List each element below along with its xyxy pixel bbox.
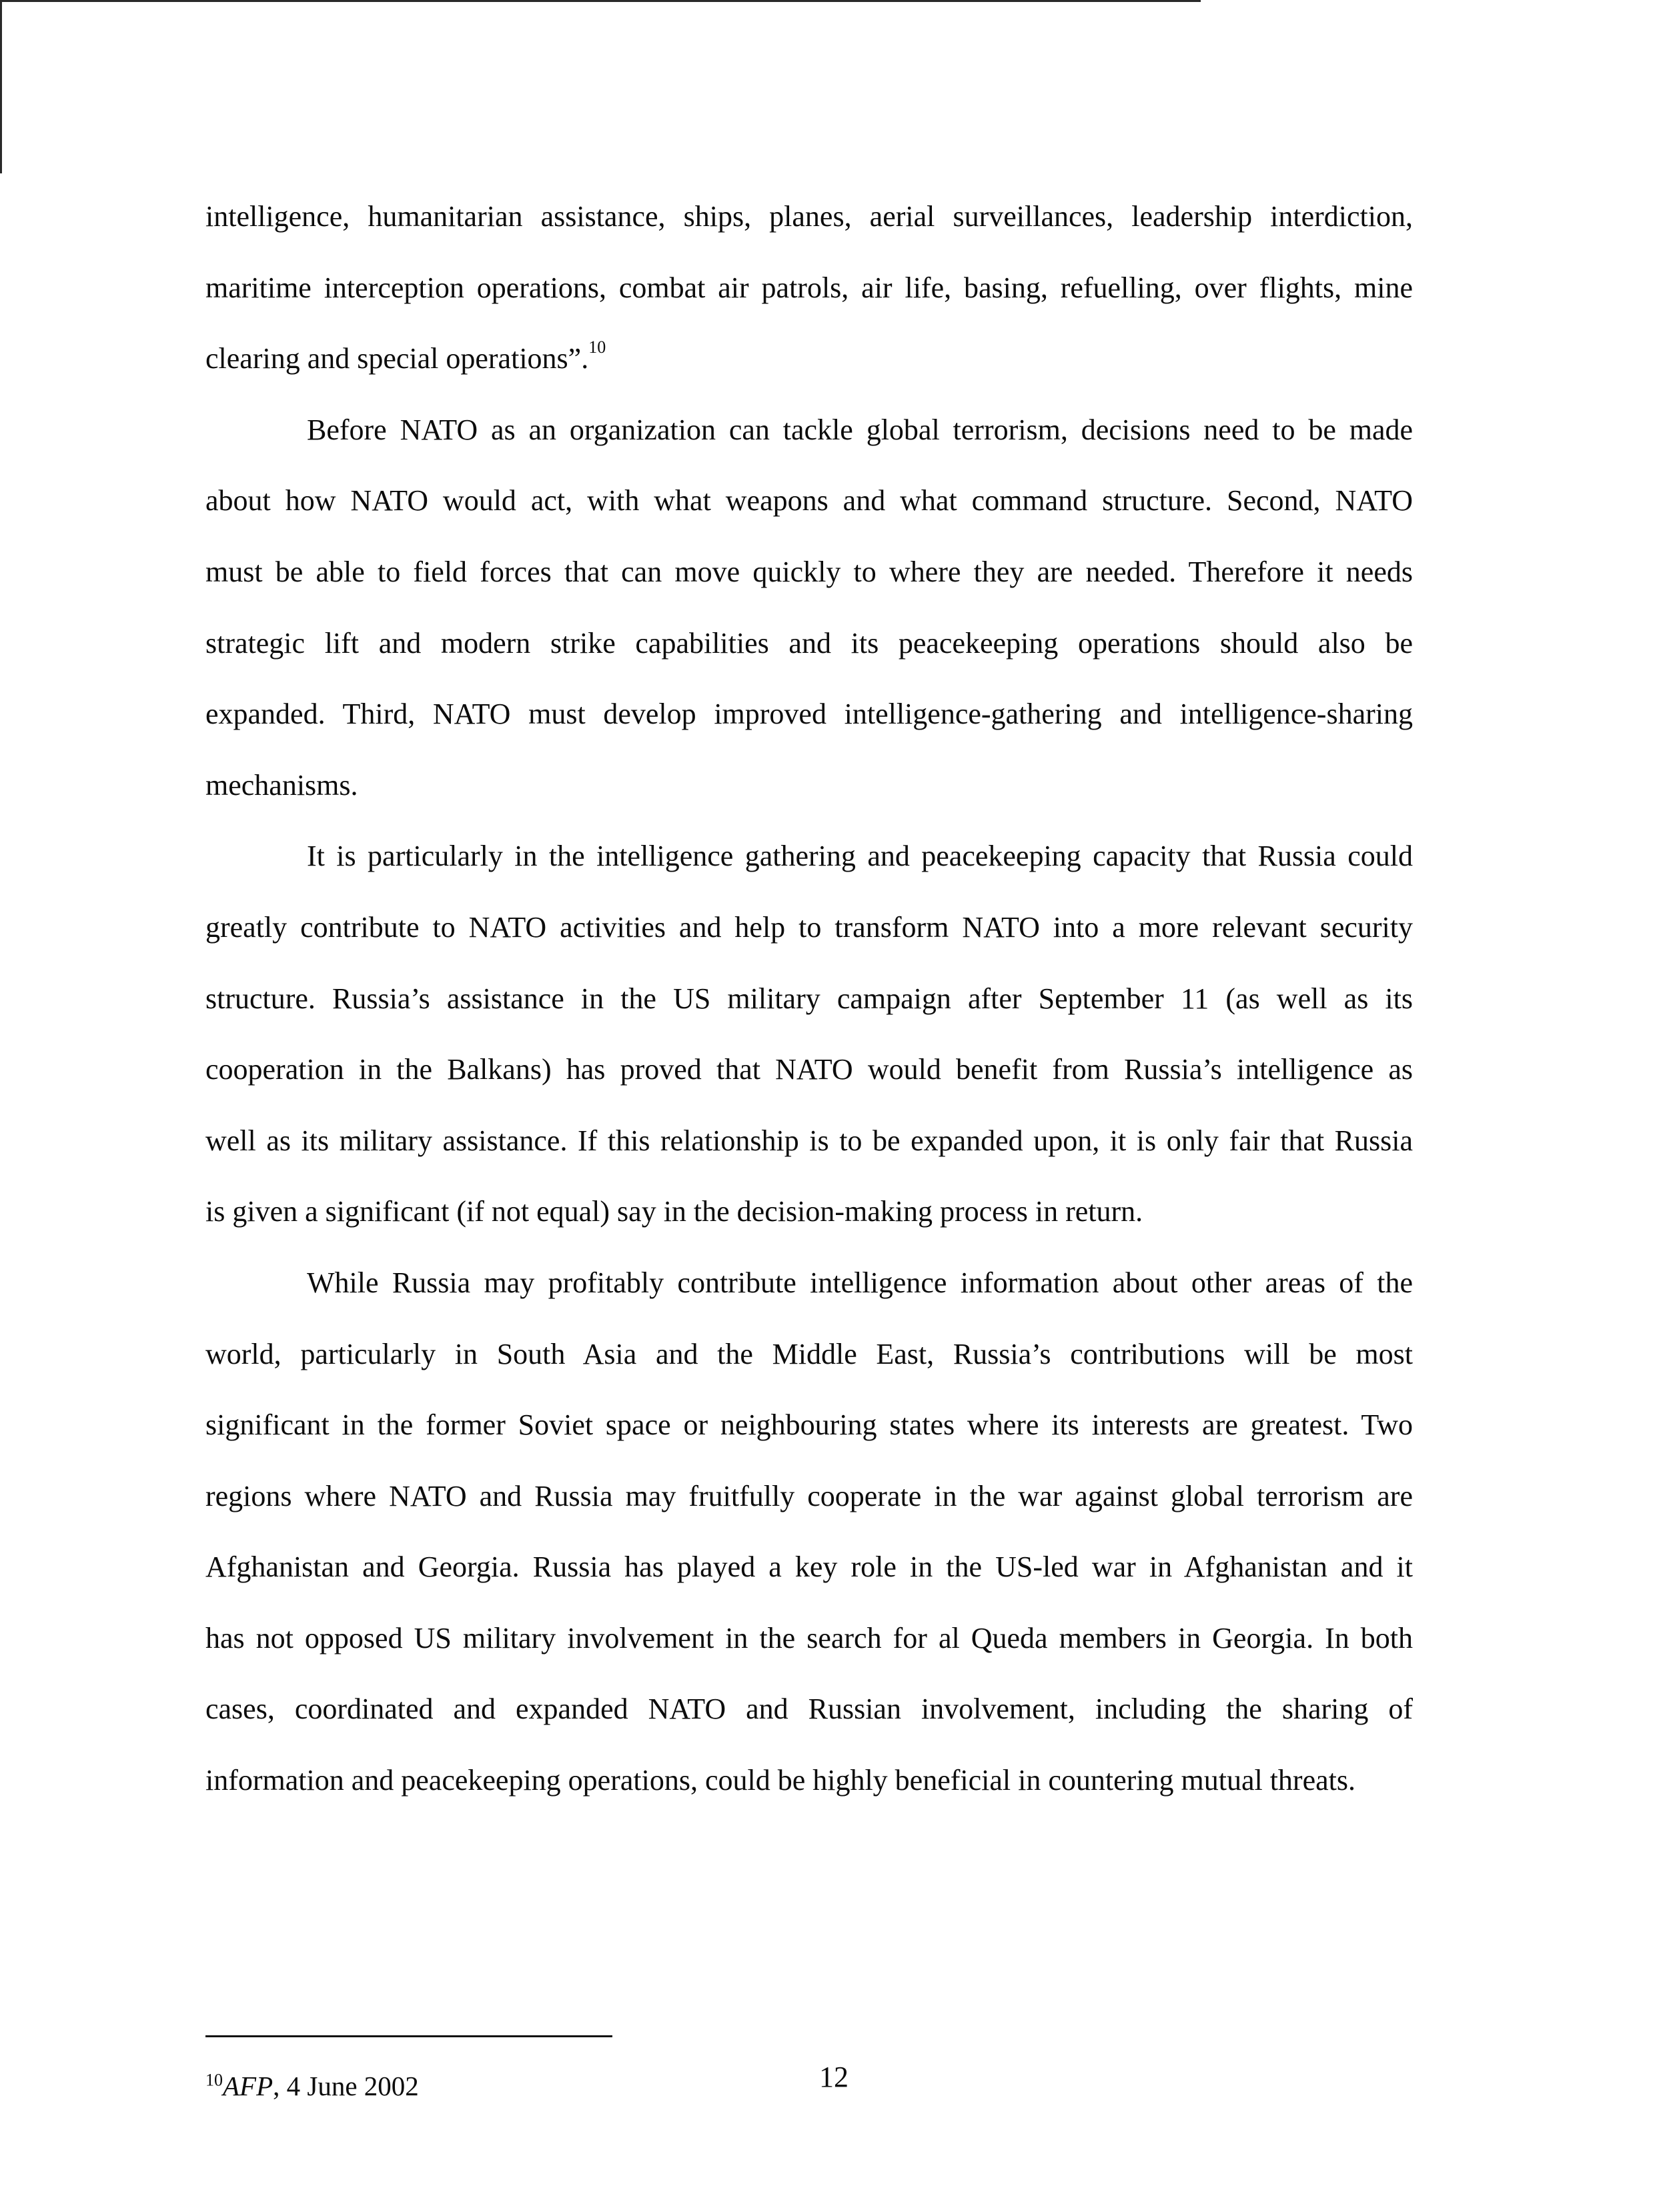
text-line: intelligence, humanitarian assistance, ships, planes, aerial surveillances, leadership interdiction,: [205, 200, 1413, 233]
text-line: While Russia may profitably contribute intelligence information about other areas of the: [307, 1266, 1413, 1299]
scan-edge-left: [0, 0, 2, 173]
text-line: cases, coordinated and expanded NATO and Russian involvement, including the sharing of: [205, 1693, 1413, 1726]
text-line: maritime interception operations, combat air patrols, air life, basing, refuelling, over flights, mine: [205, 271, 1413, 304]
text-line: mechanisms.: [205, 768, 358, 802]
footnote-date: , 4 June 2002: [273, 2071, 419, 2101]
footnote-number: 10: [205, 2070, 223, 2090]
text-line: cooperation in the Balkans) has proved that NATO would benefit from Russia’s intelligence as: [205, 1053, 1413, 1086]
text-line: structure. Russia’s assistance in the US military campaign after September 11 (as well as its: [205, 982, 1413, 1015]
footnote: [205, 2066, 419, 2106]
text-line: must be able to field forces that can move quickly to where they are needed. Therefore it needs: [205, 555, 1413, 588]
footnote-separator: [205, 2035, 612, 2037]
text-line: It is particularly in the intelligence gathering and peacekeeping capacity that Russia could: [307, 840, 1413, 873]
text-line: [205, 323, 1413, 395]
text-line: Afghanistan and Georgia. Russia has played a key role in the US-led war in Afghanistan and it: [205, 1550, 1413, 1584]
page-number: 12: [819, 2061, 849, 2093]
text-line: significant in the former Soviet space or neighbouring states where its interests are greatest. Two: [205, 1408, 1413, 1442]
text-line: expanded. Third, NATO must develop improved intelligence-gathering and intelligence-sharing: [205, 698, 1413, 731]
body-text: [205, 181, 1413, 1817]
text-line: world, particularly in South Asia and the Middle East, Russia’s contributions will be most: [205, 1337, 1413, 1370]
text-line: about how NATO would act, with what weapons and what command structure. Second, NATO: [205, 484, 1413, 517]
scan-edge-top: [0, 0, 1201, 2]
text-line: information and peacekeeping operations, could be highly beneficial in countering mutual threats.: [205, 1764, 1355, 1797]
text-line-content: clearing and special operations”.: [205, 342, 589, 375]
text-line: Before NATO as an organization can tackle global terrorism, decisions need to be made: [307, 413, 1413, 446]
footnote-reference[interactable]: 10: [588, 337, 606, 357]
footnote-source: AFP: [223, 2071, 273, 2101]
text-line: regions where NATO and Russia may fruitfully cooperate in the war against global terrorism are: [205, 1479, 1413, 1512]
text-line: strategic lift and modern strike capabilities and its peacekeeping operations should also be: [205, 626, 1413, 660]
text-line: greatly contribute to NATO activities and help to transform NATO into a more relevant security: [205, 910, 1413, 944]
text-line: has not opposed US military involvement in the search for al Queda members in Georgia. In both: [205, 1621, 1413, 1654]
text-line: well as its military assistance. If this relationship is to be expanded upon, it is only fair that Russia: [205, 1124, 1413, 1157]
text-line: is given a significant (if not equal) say in the decision-making process in return.: [205, 1195, 1143, 1228]
